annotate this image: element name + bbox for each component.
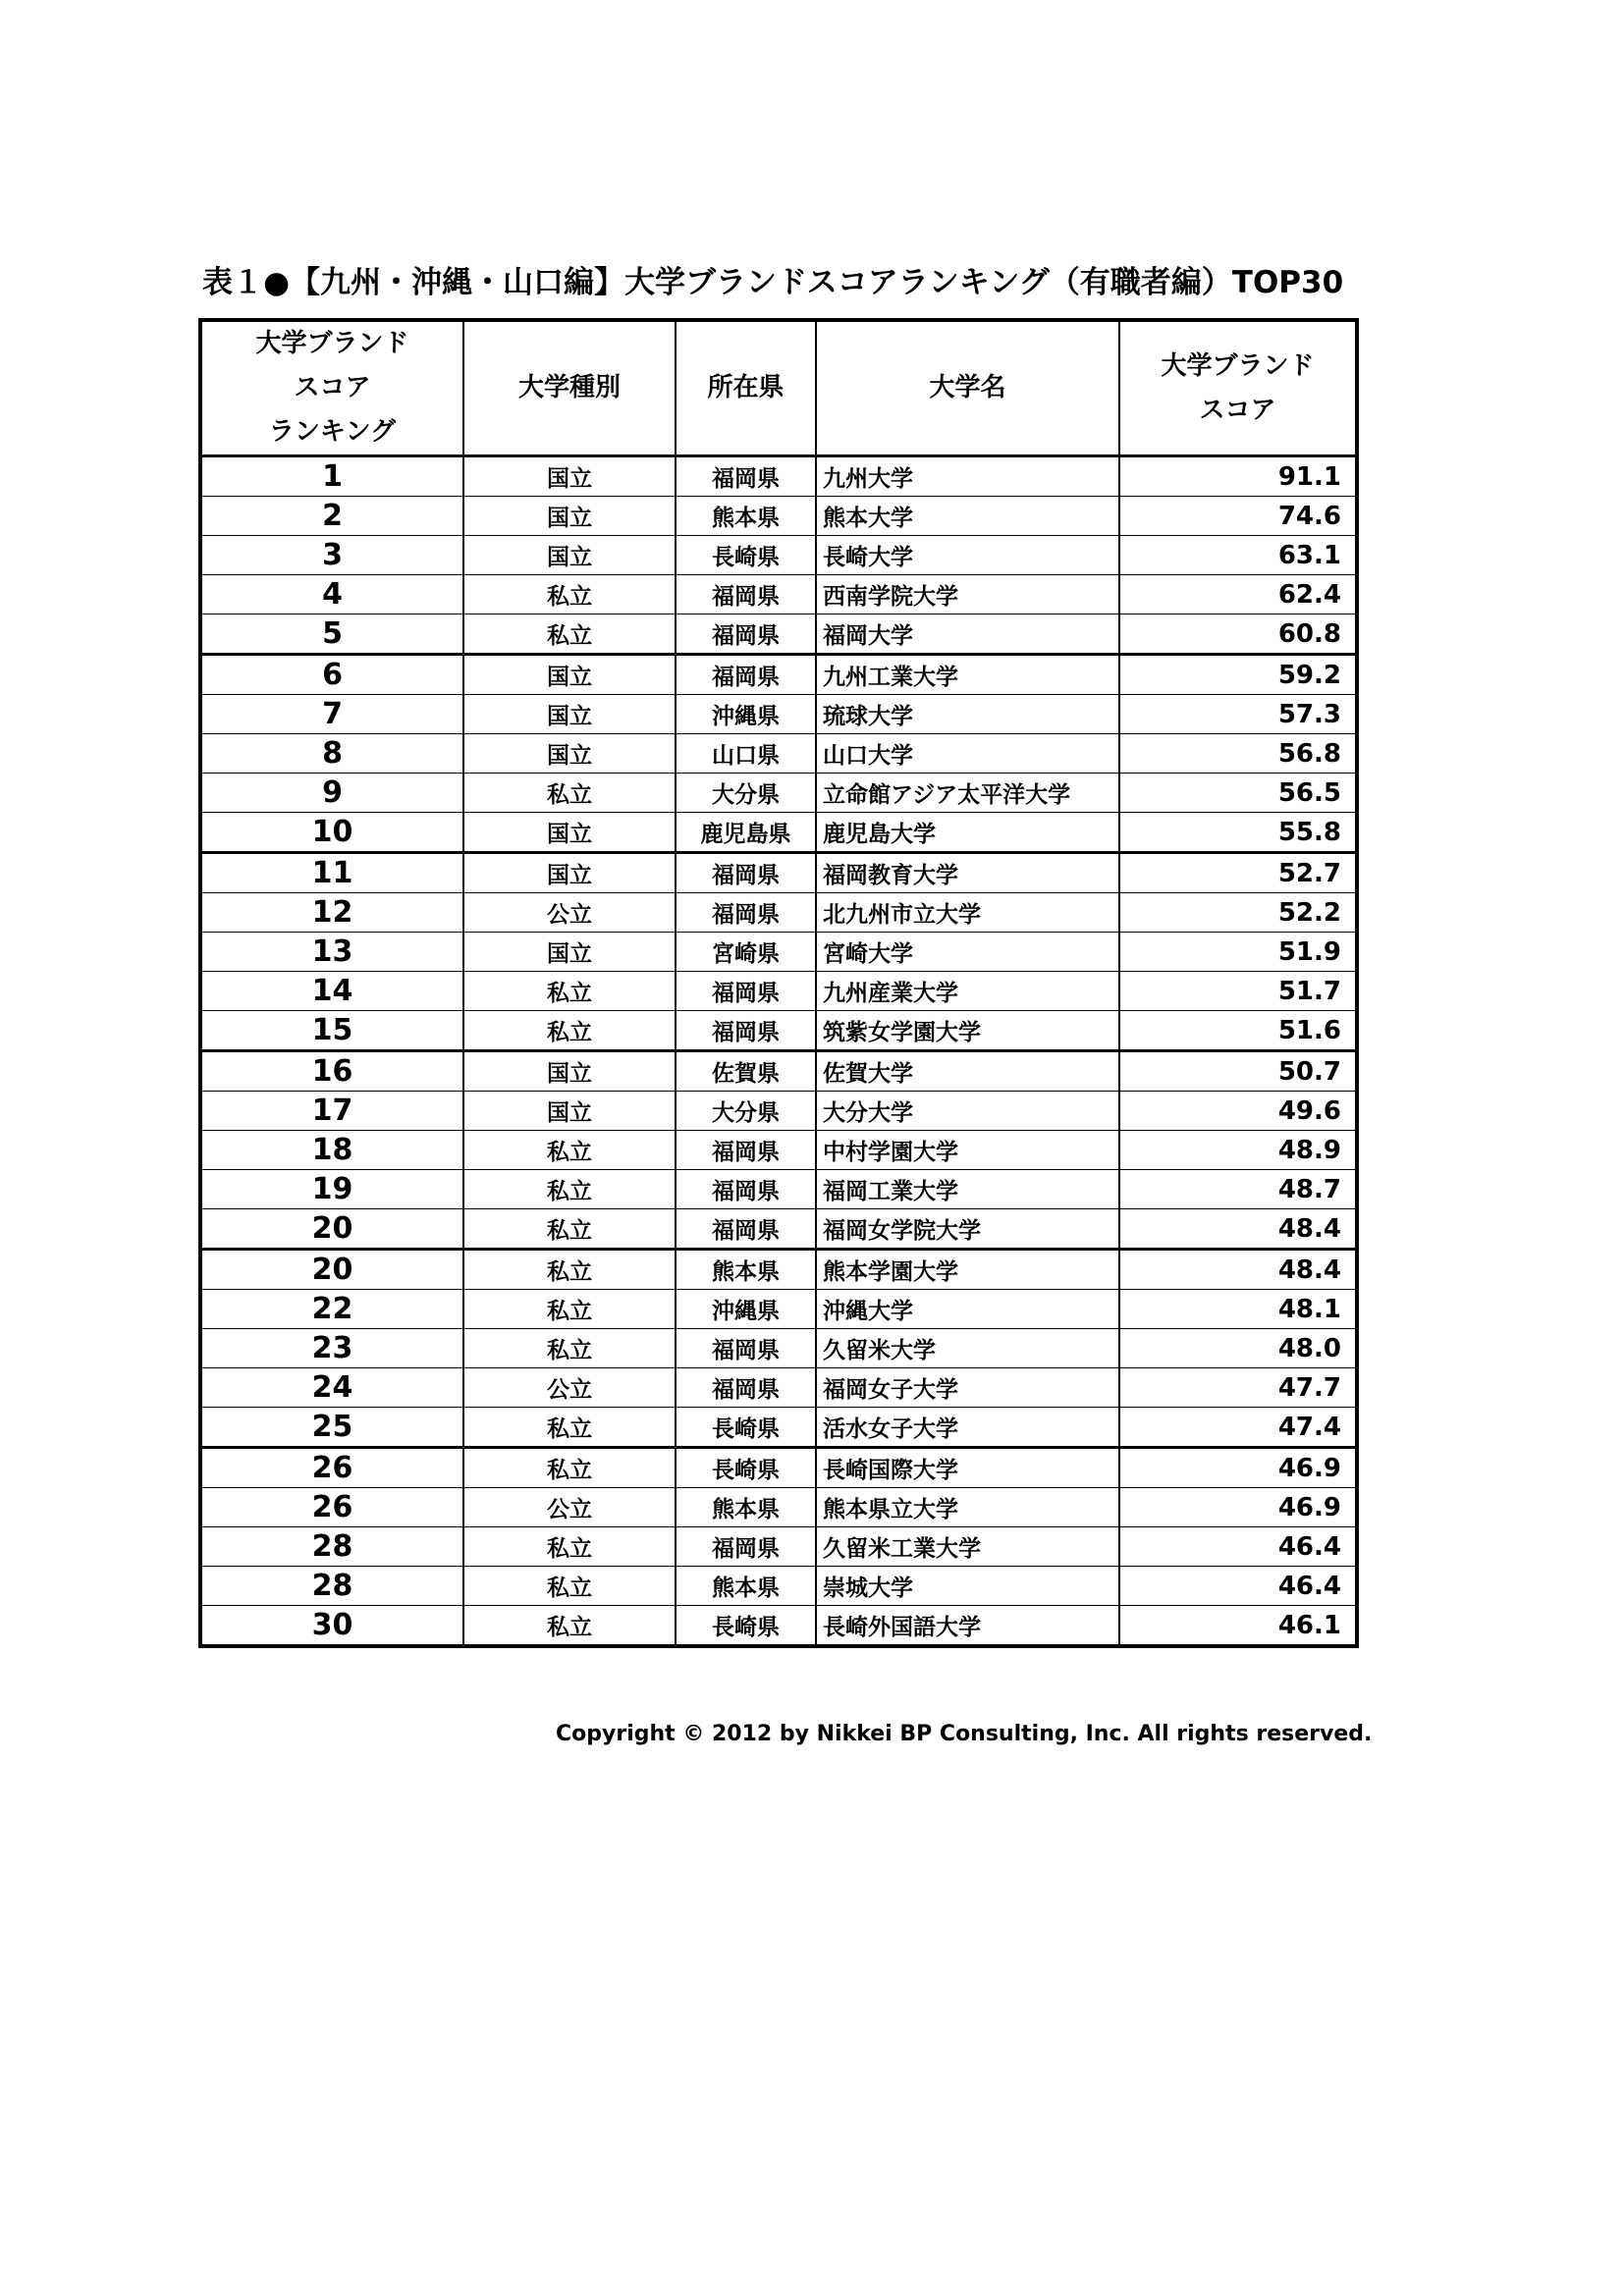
rank-cell: 5 — [200, 614, 463, 655]
prefecture-cell: 沖縄県 — [676, 1290, 816, 1329]
university-cell: 福岡女子大学 — [816, 1368, 1119, 1408]
table-row — [200, 655, 1357, 695]
header-score-line-2: スコア — [1199, 395, 1276, 425]
rank-cell: 28 — [200, 1527, 463, 1567]
score-cell: 47.4 — [1119, 1408, 1357, 1448]
prefecture-cell: 大分県 — [676, 774, 816, 813]
table-row — [200, 972, 1357, 1011]
type-cell: 私立 — [463, 1567, 676, 1606]
rank-cell: 22 — [200, 1290, 463, 1329]
table-row — [200, 1131, 1357, 1170]
university-cell: 久留米大学 — [816, 1329, 1119, 1368]
prefecture-cell: 福岡県 — [676, 972, 816, 1011]
score-cell: 52.7 — [1119, 853, 1357, 893]
university-cell: 崇城大学 — [816, 1567, 1119, 1606]
type-cell: 私立 — [463, 1527, 676, 1567]
table-row — [200, 1051, 1357, 1092]
rank-cell: 14 — [200, 972, 463, 1011]
university-cell: 大分大学 — [816, 1092, 1119, 1131]
rank-cell: 16 — [200, 1051, 463, 1092]
rank-cell: 6 — [200, 655, 463, 695]
score-cell: 46.4 — [1119, 1567, 1357, 1606]
type-cell: 私立 — [463, 1408, 676, 1448]
rank-cell: 18 — [200, 1131, 463, 1170]
type-cell: 私立 — [463, 1290, 676, 1329]
rank-cell: 30 — [200, 1606, 463, 1647]
table-row — [200, 575, 1357, 614]
header-score — [1119, 320, 1357, 456]
table-row — [200, 497, 1357, 536]
score-cell: 51.6 — [1119, 1011, 1357, 1051]
prefecture-cell: 長崎県 — [676, 1448, 816, 1488]
table-row — [200, 1250, 1357, 1290]
score-cell: 51.7 — [1119, 972, 1357, 1011]
header-rank-line-3: ランキング — [268, 417, 397, 447]
score-cell: 60.8 — [1119, 614, 1357, 655]
score-cell: 46.9 — [1119, 1488, 1357, 1527]
type-cell: 公立 — [463, 893, 676, 933]
university-cell: 活水女子大学 — [816, 1408, 1119, 1448]
university-cell: 長崎国際大学 — [816, 1448, 1119, 1488]
copyright-notice: Copyright © 2012 by Nikkei BP Consulting, Inc. All rights reserved. — [556, 1722, 1373, 1746]
type-cell: 私立 — [463, 575, 676, 614]
rank-cell: 23 — [200, 1329, 463, 1368]
university-cell: 九州工業大学 — [816, 655, 1119, 695]
rank-cell: 13 — [200, 933, 463, 972]
university-cell: 福岡教育大学 — [816, 853, 1119, 893]
rank-cell: 12 — [200, 893, 463, 933]
table-title: 表１●【九州・沖縄・山口編】大学ブランドスコアランキング（有職者編）TOP30 — [202, 265, 1344, 300]
type-cell: 公立 — [463, 1488, 676, 1527]
university-cell: 佐賀大学 — [816, 1051, 1119, 1092]
rank-cell: 9 — [200, 774, 463, 813]
type-cell: 国立 — [463, 655, 676, 695]
table-row — [200, 933, 1357, 972]
score-cell: 48.7 — [1119, 1170, 1357, 1209]
rank-cell: 26 — [200, 1488, 463, 1527]
type-cell: 国立 — [463, 456, 676, 497]
university-cell: 長崎外国語大学 — [816, 1606, 1119, 1647]
rank-cell: 15 — [200, 1011, 463, 1051]
table-row — [200, 456, 1357, 497]
table-row — [200, 1329, 1357, 1368]
prefecture-cell: 鹿児島県 — [676, 813, 816, 853]
rank-cell: 11 — [200, 853, 463, 893]
prefecture-cell: 沖縄県 — [676, 695, 816, 734]
score-cell: 48.4 — [1119, 1209, 1357, 1250]
type-cell: 国立 — [463, 813, 676, 853]
university-cell: 西南学院大学 — [816, 575, 1119, 614]
score-cell: 46.4 — [1119, 1527, 1357, 1567]
university-cell: 九州産業大学 — [816, 972, 1119, 1011]
type-cell: 私立 — [463, 1250, 676, 1290]
rank-cell: 8 — [200, 734, 463, 774]
rank-cell: 1 — [200, 456, 463, 497]
score-cell: 59.2 — [1119, 655, 1357, 695]
university-cell: 福岡工業大学 — [816, 1170, 1119, 1209]
rank-cell: 25 — [200, 1408, 463, 1448]
score-cell: 48.0 — [1119, 1329, 1357, 1368]
header-rank-line-1: 大学ブランド — [255, 329, 409, 358]
type-cell: 国立 — [463, 497, 676, 536]
header-type: 大学種別 — [463, 320, 676, 456]
score-cell: 51.9 — [1119, 933, 1357, 972]
type-cell: 公立 — [463, 1368, 676, 1408]
university-cell: 北九州市立大学 — [816, 893, 1119, 933]
table-row — [200, 1290, 1357, 1329]
table-row — [200, 1567, 1357, 1606]
type-cell: 国立 — [463, 933, 676, 972]
prefecture-cell: 長崎県 — [676, 1408, 816, 1448]
table-row — [200, 1448, 1357, 1488]
type-cell: 国立 — [463, 853, 676, 893]
type-cell: 私立 — [463, 972, 676, 1011]
type-cell: 国立 — [463, 1092, 676, 1131]
university-cell: 福岡女学院大学 — [816, 1209, 1119, 1250]
university-cell: 熊本県立大学 — [816, 1488, 1119, 1527]
prefecture-cell: 福岡県 — [676, 1329, 816, 1368]
type-cell: 私立 — [463, 774, 676, 813]
table-row — [200, 1011, 1357, 1051]
prefecture-cell: 熊本県 — [676, 497, 816, 536]
score-cell: 48.4 — [1119, 1250, 1357, 1290]
table-row — [200, 1209, 1357, 1250]
prefecture-cell: 福岡県 — [676, 655, 816, 695]
score-cell: 56.5 — [1119, 774, 1357, 813]
type-cell: 私立 — [463, 1170, 676, 1209]
table-row — [200, 1527, 1357, 1567]
type-cell: 国立 — [463, 536, 676, 575]
prefecture-cell: 福岡県 — [676, 1527, 816, 1567]
prefecture-cell: 長崎県 — [676, 1606, 816, 1647]
table-row — [200, 1488, 1357, 1527]
header-rank — [200, 320, 463, 456]
table-row — [200, 536, 1357, 575]
prefecture-cell: 福岡県 — [676, 1131, 816, 1170]
type-cell: 私立 — [463, 614, 676, 655]
prefecture-cell: 福岡県 — [676, 1368, 816, 1408]
prefecture-cell: 福岡県 — [676, 575, 816, 614]
score-cell: 62.4 — [1119, 575, 1357, 614]
type-cell: 私立 — [463, 1131, 676, 1170]
prefecture-cell: 福岡県 — [676, 1011, 816, 1051]
type-cell: 国立 — [463, 695, 676, 734]
rank-cell: 24 — [200, 1368, 463, 1408]
prefecture-cell: 佐賀県 — [676, 1051, 816, 1092]
rank-cell: 26 — [200, 1448, 463, 1488]
rank-cell: 17 — [200, 1092, 463, 1131]
university-cell: 中村学園大学 — [816, 1131, 1119, 1170]
rank-cell: 20 — [200, 1250, 463, 1290]
table-row — [200, 614, 1357, 655]
score-cell: 48.1 — [1119, 1290, 1357, 1329]
rank-cell: 28 — [200, 1567, 463, 1606]
table-row — [200, 813, 1357, 853]
university-cell: 琉球大学 — [816, 695, 1119, 734]
rank-cell: 3 — [200, 536, 463, 575]
header-score-line-1: 大学ブランド — [1161, 350, 1315, 381]
university-cell: 沖縄大学 — [816, 1290, 1119, 1329]
university-cell: 筑紫女学園大学 — [816, 1011, 1119, 1051]
table-row — [200, 1368, 1357, 1408]
prefecture-cell: 福岡県 — [676, 614, 816, 655]
prefecture-cell: 熊本県 — [676, 1250, 816, 1290]
type-cell: 国立 — [463, 1051, 676, 1092]
type-cell: 私立 — [463, 1329, 676, 1368]
prefecture-cell: 熊本県 — [676, 1567, 816, 1606]
ranking-table — [198, 318, 1359, 1648]
university-cell: 福岡大学 — [816, 614, 1119, 655]
prefecture-cell: 山口県 — [676, 734, 816, 774]
university-cell: 宮崎大学 — [816, 933, 1119, 972]
table-row — [200, 893, 1357, 933]
rank-cell: 10 — [200, 813, 463, 853]
prefecture-cell: 熊本県 — [676, 1488, 816, 1527]
type-cell: 国立 — [463, 734, 676, 774]
university-cell: 久留米工業大学 — [816, 1527, 1119, 1567]
rank-cell: 4 — [200, 575, 463, 614]
rank-cell: 7 — [200, 695, 463, 734]
type-cell: 私立 — [463, 1209, 676, 1250]
type-cell: 私立 — [463, 1606, 676, 1647]
score-cell: 49.6 — [1119, 1092, 1357, 1131]
prefecture-cell: 福岡県 — [676, 1170, 816, 1209]
university-cell: 熊本学園大学 — [816, 1250, 1119, 1290]
table-row — [200, 774, 1357, 813]
score-cell: 56.8 — [1119, 734, 1357, 774]
score-cell: 52.2 — [1119, 893, 1357, 933]
header-prefecture: 所在県 — [676, 320, 816, 456]
table-row — [200, 1606, 1357, 1647]
score-cell: 50.7 — [1119, 1051, 1357, 1092]
score-cell: 46.9 — [1119, 1448, 1357, 1488]
table-row — [200, 853, 1357, 893]
score-cell: 74.6 — [1119, 497, 1357, 536]
university-cell: 山口大学 — [816, 734, 1119, 774]
header-row — [200, 320, 1357, 456]
prefecture-cell: 大分県 — [676, 1092, 816, 1131]
university-cell: 九州大学 — [816, 456, 1119, 497]
type-cell: 私立 — [463, 1448, 676, 1488]
university-cell: 熊本大学 — [816, 497, 1119, 536]
rank-cell: 2 — [200, 497, 463, 536]
score-cell: 91.1 — [1119, 456, 1357, 497]
score-cell: 55.8 — [1119, 813, 1357, 853]
university-cell: 立命館アジア太平洋大学 — [816, 774, 1119, 813]
score-cell: 57.3 — [1119, 695, 1357, 734]
prefecture-cell: 福岡県 — [676, 456, 816, 497]
table-row — [200, 695, 1357, 734]
prefecture-cell: 福岡県 — [676, 853, 816, 893]
prefecture-cell: 長崎県 — [676, 536, 816, 575]
header-university: 大学名 — [816, 320, 1119, 456]
table-row — [200, 1170, 1357, 1209]
prefecture-cell: 福岡県 — [676, 893, 816, 933]
prefecture-cell: 福岡県 — [676, 1209, 816, 1250]
score-cell: 47.7 — [1119, 1368, 1357, 1408]
prefecture-cell: 宮崎県 — [676, 933, 816, 972]
score-cell: 63.1 — [1119, 536, 1357, 575]
ranking-body — [200, 456, 1357, 1647]
type-cell: 私立 — [463, 1011, 676, 1051]
table-row — [200, 1092, 1357, 1131]
score-cell: 48.9 — [1119, 1131, 1357, 1170]
header-rank-line-2: スコア — [294, 373, 371, 402]
university-cell: 長崎大学 — [816, 536, 1119, 575]
university-cell: 鹿児島大学 — [816, 813, 1119, 853]
table-row — [200, 1408, 1357, 1448]
table-row — [200, 734, 1357, 774]
score-cell: 46.1 — [1119, 1606, 1357, 1647]
rank-cell: 19 — [200, 1170, 463, 1209]
rank-cell: 20 — [200, 1209, 463, 1250]
